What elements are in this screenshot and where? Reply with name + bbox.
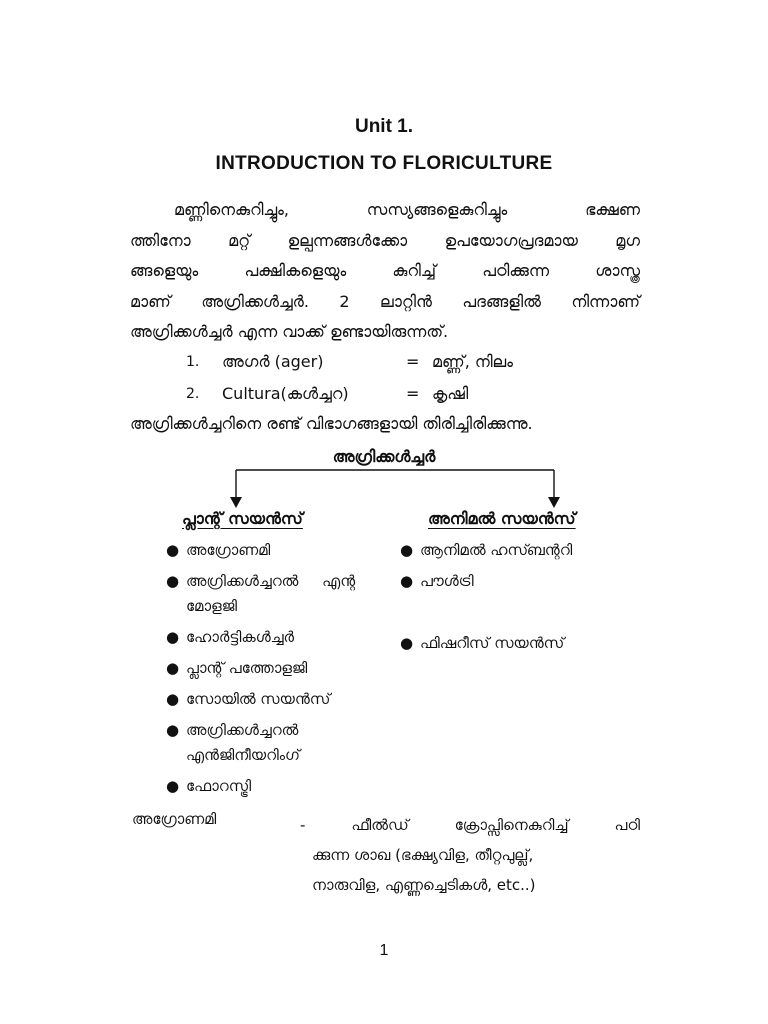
list-item: ● അഗ്രോണമി [164,538,396,563]
definition-equals: = [406,352,420,371]
tree-root-label: അഗ്രിക്കൾച്ചർ [332,447,436,466]
paragraph-line: അഗ്രിക്കൾച്ചർ എന്ന വാക്ക് ഉണ്ടായിരുന്നത്. [130,322,449,341]
definition-meaning: കൃഷി [432,384,469,403]
list-item: ● പൗൾട്രി [398,569,638,594]
classification-sentence: അഗ്രിക്കൾച്ചറിനെ രണ്ട് വിഭാഗങ്ങളായി തിരിച്ചിരിക്കുന്നു. [130,414,533,433]
list-item: ● അഗ്രിക്കൾച്ചറൽ എന്റ മോളജി [164,569,396,619]
definition-number: 2. [186,386,200,402]
definition-meaning: മണ്ണ്, നിലം [432,352,513,371]
arrow-down-icon [548,497,560,508]
bullet-icon: ● [166,721,180,739]
paragraph-line: ത്തിനോ മറ്റ് ഉല്പന്നങ്ങൾക്കോ ഉപയോഗപ്രദമായ മൃഗ [130,230,640,250]
intro-paragraph [130,195,640,348]
chapter-title: INTRODUCTION TO FLORICULTURE [215,153,553,174]
list-item: ● ഹോർട്ടികൾച്ചർ [164,625,396,650]
glossary-definition [300,810,640,900]
animal-science-heading: അനിമൽ സയൻസ് [428,509,576,528]
bullet-icon: ● [166,541,180,559]
paragraph-line: മണ്ണിനെകുറിച്ചും, സസ്യങ്ങളെകുറിച്ചും ഭക്ഷണ [174,200,640,219]
page-number: 1 [379,942,389,959]
unit-title: Unit 1. [354,116,414,137]
animal-science-list [398,538,638,656]
bullet-icon: ● [166,690,180,708]
bullet-icon: ● [166,572,180,590]
glossary-term: അഗ്രോണമി [132,810,217,828]
plant-science-list [164,538,396,799]
definition-term: Cultura(കൾച്ചറ) [222,384,349,403]
tree-connector [0,462,768,512]
list-item: ● അഗ്രിക്കൾച്ചറൽ എൻജിനീയറിംഗ് [164,718,396,768]
list-item: ● പ്ലാന്റ് പത്തോളജി [164,656,396,681]
glossary-line: ക്കുന്ന ശാഖ (ഭക്ഷ്യവിള, തീറ്റപുല്ല്, [312,846,534,864]
glossary-line: - ഫീൽഡ് ക്രോപ്സിനെകുറിച്ച് പഠി [300,816,640,834]
definition-row [0,384,768,414]
bullet-icon: ● [166,628,180,646]
paragraph-line: ങ്ങളെയും പക്ഷികളെയും കുറിച്ച് പഠിക്കുന്ന ശാസ്ത്ര [130,261,640,280]
bullet-icon: ● [166,777,180,795]
bullet-icon: ● [166,659,180,677]
glossary-line: നാരുവിള, എണ്ണച്ചെടികൾ, etc..) [312,876,536,894]
definition-equals: = [406,384,420,403]
list-item: ● ഫോറസ്ട്രി [164,774,396,799]
plant-science-heading: പ്ലാന്റ് സയൻസ് [182,509,303,528]
list-item: ● ഫിഷറീസ് സയൻസ് [398,631,638,656]
bullet-icon: ● [400,572,414,590]
definition-term: അഗർ (ager) [222,352,324,371]
bullet-icon: ● [400,541,414,559]
arrow-down-icon [230,497,242,508]
bullet-icon: ● [400,634,414,652]
list-item: ● ആനിമൽ ഹസ്ബന്ററി [398,538,638,563]
definition-number: 1. [186,354,200,370]
definition-row [0,352,768,382]
paragraph-line: മാണ് അഗ്രിക്കൾച്ചർ. 2 ലാറ്റിൻ പദങ്ങളിൽ നിന്നാണ് [130,291,640,311]
list-item: ● സോയിൽ സയൻസ് [164,687,396,712]
